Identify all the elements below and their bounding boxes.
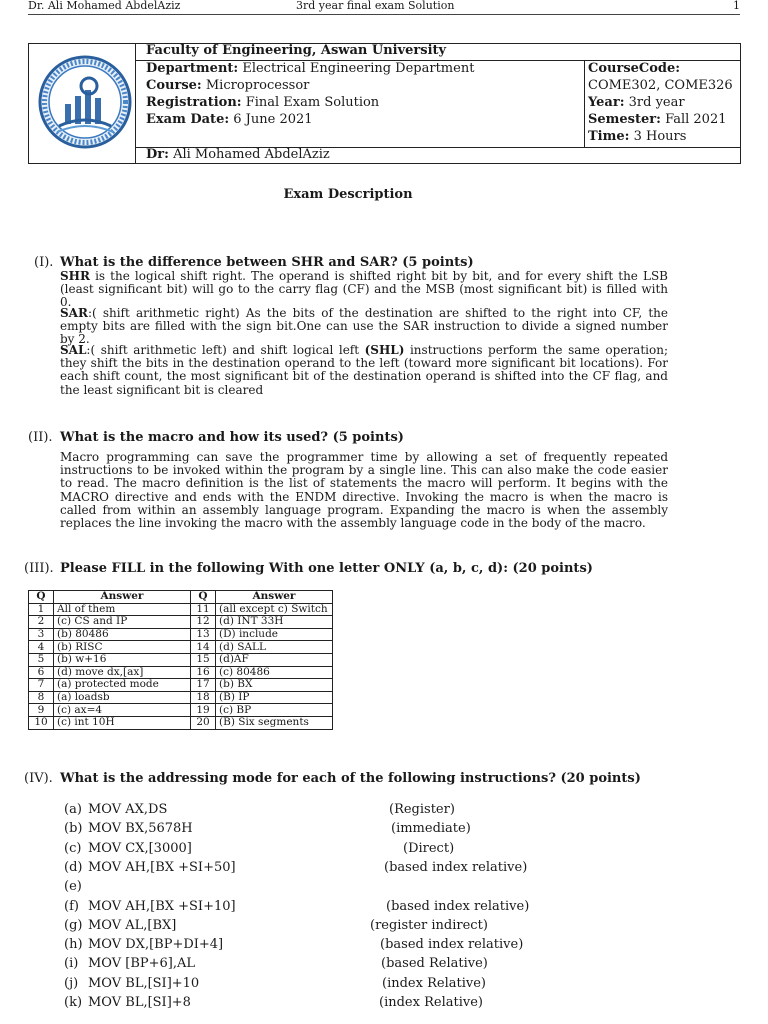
item-label: (k) — [64, 995, 83, 1010]
addressing-mode: (Direct) — [403, 840, 455, 856]
instructor-field: Dr: Ali Mohamed AbdelAziz — [146, 147, 330, 162]
answer-cell: (d) SALL — [216, 641, 333, 654]
item-label: (c) — [64, 840, 82, 856]
course-code-label: CourseCode: — [588, 61, 681, 76]
course-field: Course: Microprocessor — [146, 78, 310, 93]
page-title: Exam Description — [283, 187, 413, 202]
question-number-cell: 10 — [29, 716, 54, 729]
list-item — [64, 899, 624, 918]
instruction: MOV BL,[SI]+8 — [88, 995, 191, 1010]
instruction: MOV CX,[3000] — [88, 840, 192, 856]
semester-field: Semester: Fall 2021 — [588, 112, 727, 127]
answer-cell: (a) protected mode — [54, 679, 191, 692]
addressing-mode: (immediate) — [391, 821, 471, 837]
question-number-cell: 9 — [29, 704, 54, 717]
running-header-author: Dr. Ali Mohamed AbdelAziz — [28, 0, 181, 12]
instruction: MOV BL,[SI]+10 — [88, 975, 200, 991]
answer-cell: (D) include — [216, 628, 333, 641]
item-label: (i) — [64, 956, 79, 972]
question-number-cell: 17 — [191, 679, 216, 692]
answer-cell: (b) BX — [216, 679, 333, 692]
question-number-cell: 12 — [191, 616, 216, 629]
university-logo-icon — [37, 54, 133, 150]
table-row — [29, 704, 333, 717]
table-row — [29, 691, 333, 704]
answer-cell: (c) ax=4 — [54, 704, 191, 717]
addressing-mode: (based Relative) — [381, 956, 488, 972]
question-number-cell: 7 — [29, 679, 54, 692]
course-code: COME302, COME326 — [588, 78, 733, 93]
list-item — [64, 802, 624, 821]
item-label: (f) — [64, 898, 79, 914]
addressing-mode: (Register) — [389, 802, 455, 817]
list-item — [64, 956, 624, 975]
question-number-cell: 6 — [29, 666, 54, 679]
item-label: (j) — [64, 975, 79, 991]
instruction: MOV AH,[BX +SI+10] — [88, 898, 236, 914]
answer-cell: (c) BP — [216, 704, 333, 717]
answer-1-sal: SAL:( shift arithmetic left) and shift logical left (SHL) instructions perform the same operation; they shift the bits in the destination operand to the left (toward more significant bit locations). For each shift count, the most significant bit of the destination operand is shifted into the CF flag, and the least significant bit is cleared — [60, 343, 668, 397]
answer-cell: (c) int 10H — [54, 716, 191, 729]
table-row — [29, 628, 333, 641]
question-number-cell: 15 — [191, 653, 216, 666]
addressing-mode: (based index relative) — [384, 859, 528, 875]
answer-cell: (d) INT 33H — [216, 616, 333, 629]
table-row — [29, 653, 333, 666]
running-header-title: 3rd year final exam Solution — [296, 0, 455, 12]
answer-cell: (d)AF — [216, 653, 333, 666]
question-number-cell: 14 — [191, 641, 216, 654]
item-label: (a) — [64, 802, 82, 817]
question-number-cell: 4 — [29, 641, 54, 654]
list-item — [64, 976, 624, 995]
answer-cell: (a) loadsb — [54, 691, 191, 704]
question-number-cell: 19 — [191, 704, 216, 717]
question-number-cell: 2 — [29, 616, 54, 629]
answer-cell: (b) w+16 — [54, 653, 191, 666]
answer-cell: (B) Six segments — [216, 716, 333, 729]
instruction: MOV AH,[BX +SI+50] — [88, 859, 236, 875]
question-number-cell: 8 — [29, 691, 54, 704]
question-number-cell: 18 — [191, 691, 216, 704]
table-row — [29, 603, 333, 616]
answer-cell: (c) 80486 — [216, 666, 333, 679]
question-number-cell: 3 — [29, 628, 54, 641]
item-label: (e) — [64, 879, 82, 895]
answer-1-sar: SAR:( shift arithmetic right) As the bits of the destination are shifted to the right into CF, the empty bits are filled with the sign bit.One can use the SAR instruction to divide a signed number by 2. — [60, 306, 668, 347]
answer-1-shr: SHR is the logical shift right. The operand is shifted right bit by bit, and for every shift the LSB (least significant bit) will go to the carry flag (CF) and the MSB (most significant bit) is filled with 0. — [60, 269, 668, 310]
question-number-cell: 20 — [191, 716, 216, 729]
question-number-cell: 5 — [29, 653, 54, 666]
registration-field: Registration: Final Exam Solution — [146, 95, 380, 110]
list-item — [64, 995, 624, 1014]
addressing-mode: (index Relative) — [382, 975, 486, 991]
instruction: MOV DX,[BP+DI+4] — [88, 937, 224, 953]
instruction: MOV BX,5678H — [88, 821, 193, 837]
instruction: MOV AX,DS — [88, 802, 168, 817]
running-header — [28, 0, 740, 15]
table-header-row: Q Answer Q Answer — [29, 591, 333, 604]
answer-cell: (c) CS and IP — [54, 616, 191, 629]
addressing-mode: (index Relative) — [379, 995, 483, 1010]
exam-date-field: Exam Date: 6 June 2021 — [146, 112, 313, 127]
answer-cell: All of them — [54, 603, 191, 616]
question-4-text: What is the addressing mode for each of the following instructions? (20 points) — [60, 771, 641, 786]
instruction: MOV [BP+6],AL — [88, 956, 196, 972]
faculty-name: Faculty of Engineering, Aswan University — [146, 43, 447, 58]
department-field: Department: Electrical Engineering Department — [146, 61, 475, 76]
addressing-mode: (register indirect) — [370, 917, 488, 933]
list-item — [64, 860, 624, 879]
question-number-cell: 11 — [191, 603, 216, 616]
item-label: (g) — [64, 917, 83, 933]
time-field: Time: 3 Hours — [588, 129, 687, 144]
list-item — [64, 841, 624, 860]
question-2-text: What is the macro and how its used? (5 points) — [60, 430, 404, 445]
item-label: (h) — [64, 937, 83, 953]
list-item — [64, 937, 624, 956]
addressing-mode: (based index relative) — [386, 898, 530, 914]
table-row — [29, 716, 333, 729]
answer-cell: (d) move dx,[ax] — [54, 666, 191, 679]
year-field: Year: 3rd year — [588, 95, 685, 110]
item-label: (b) — [64, 821, 83, 837]
question-number-cell: 1 — [29, 603, 54, 616]
answer-cell: (b) RISC — [54, 641, 191, 654]
question-number-cell: 13 — [191, 628, 216, 641]
page-number: 1 — [733, 0, 740, 12]
table-row — [29, 679, 333, 692]
item-label: (d) — [64, 859, 83, 875]
answer-cell: (B) IP — [216, 691, 333, 704]
list-item — [64, 879, 624, 898]
answer-2-text: Macro programming can save the programmer time by allowing a set of frequently repeated instructions to be invoked within the program by a single line. This can also make the code easier to read. The macro definition is the list of statements the macro will perform. It begins with the MACRO directive and ends with the ENDM directive. Invoking the macro is when the macro is called from within an assembly language program. Expanding the macro is when the assembly replaces the line invoking the macro with the assembly language code in the body of the macro. — [60, 450, 668, 531]
instruction: MOV AL,[BX] — [88, 917, 177, 933]
exam-header-table — [28, 43, 741, 164]
list-item — [64, 821, 624, 840]
list-item — [64, 918, 624, 937]
question-3-text: Please FILL in the following With one letter ONLY (a, b, c, d): (20 points) — [60, 561, 593, 576]
answer-cell: (all except c) Switch — [216, 603, 333, 616]
addressing-mode: (based index relative) — [380, 937, 524, 953]
question-1-text: What is the difference between SHR and SAR? (5 points) — [60, 255, 474, 270]
table-row — [29, 641, 333, 654]
answer-table — [28, 590, 333, 730]
question-number-cell: 16 — [191, 666, 216, 679]
answer-cell: (b) 80486 — [54, 628, 191, 641]
table-row — [29, 616, 333, 629]
table-row — [29, 666, 333, 679]
